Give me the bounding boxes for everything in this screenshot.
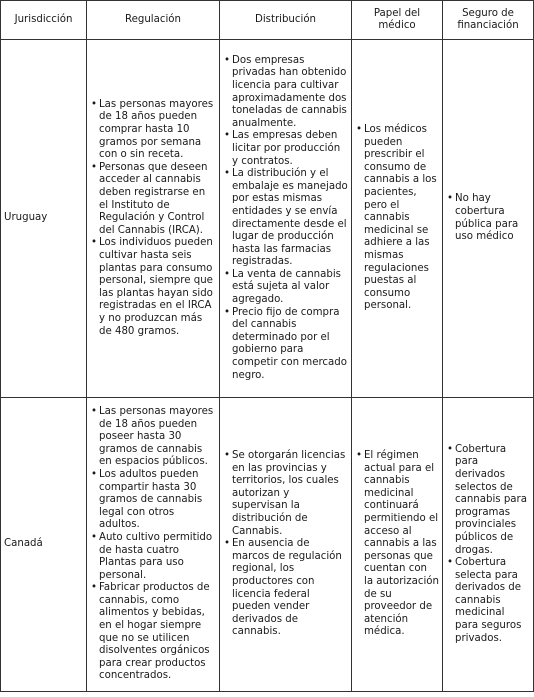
list-item: • Dos empresas privadas han obtenido licencia para cultivar aproximadamente dos toneladas de cannabis anualmente. [223,55,348,131]
regulacion-cell [87,40,220,398]
seguro-list [446,444,530,646]
header-papel-medico: Papel del médico [352,1,443,40]
list-item: • El régimen actual para el cannabis medicinal continuará permitiendo el acceso al cannabis a las personas que cuentan con la autorización de su proveedor de atención médica. [355,450,439,639]
table-row-uruguay [1,40,534,398]
regulacion-list [90,406,216,683]
jurisdiction-cell: Canadá [1,398,87,692]
list-item: • Las empresas deben licitar por producción y contratos. [223,130,348,168]
list-item: • Los médicos pueden prescribir el consumo de cannabis a los pacientes, pero el cannabis medicinal se adhiere a las mismas regulaciones puestas al consumo personal. [355,124,439,313]
regulacion-cell [87,398,220,692]
list-item: • Las personas mayores de 18 años pueden comprar hasta 10 gramos por semana con o sin receta. [90,99,216,162]
list-item: • Precio fijo de compra del cannabis determinado por el gobierno para competir con mercado negro. [223,307,348,383]
papel-list [355,124,439,313]
list-item: • La venta de cannabis está sujeta al valor agregado. [223,269,348,307]
header-row [1,1,534,40]
table-row-canada [1,398,534,692]
distribucion-cell [220,398,352,692]
papel-list [355,450,439,639]
papel-medico-cell [352,40,443,398]
list-item: • Auto cultivo permitido de hasta cuatro Plantas para uso personal. [90,532,216,582]
header-jurisdiccion: Jurisdicción [1,1,87,40]
list-item: • Cobertura selecta para derivados de cannabis medicinal para seguros privados. [446,557,530,645]
distribucion-list [223,450,348,639]
list-item: • En ausencia de marcos de regulación regional, los productores con licencia federal pueden vender derivados de cannabis. [223,538,348,639]
header-seguro: Seguro de financiación [443,1,534,40]
list-item: • No hay cobertura pública para uso médico [446,193,530,243]
list-item: • Cobertura para derivados selectos de cannabis para programas provinciales públicos de drogas. [446,444,530,557]
list-item: • Los individuos pueden cultivar hasta seis plantas para consumo personal, siempre que las plantas hayan sido registradas en el IRCA y no produzcan más de 480 gramos. [90,237,216,338]
seguro-cell [443,398,534,692]
jurisdiction-cell: Uruguay [1,40,87,398]
regulacion-list [90,99,216,338]
list-item: • Fabricar productos de cannabis, como alimentos y bebidas, en el hogar siempre que no se utilicen disolventes orgánicos para crear productos concentrados. [90,582,216,683]
list-item: • Las personas mayores de 18 años pueden poseer hasta 30 gramos de cannabis en espacios públicos. [90,406,216,469]
distribucion-list [223,55,348,382]
seguro-list [446,193,530,243]
list-item: • Personas que deseen acceder al cannabis deben registrarse en el Instituto de Regulación y Control del Cannabis (IRCA). [90,162,216,238]
papel-medico-cell [352,398,443,692]
seguro-cell [443,40,534,398]
list-item: • Se otorgarán licencias en las provincias y territorios, los cuales autorizan y supervisan la distribución de Cannabis. [223,450,348,538]
list-item: • Los adultos pueden compartir hasta 30 gramos de cannabis legal con otros adultos. [90,469,216,532]
header-regulacion: Regulación [87,1,220,40]
list-item: • La distribución y el embalaje es manejado por estas mismas entidades y se envía directamente desde el lugar de producción hasta las farmacias registradas. [223,168,348,269]
header-distribucion: Distribución [220,1,352,40]
distribucion-cell [220,40,352,398]
